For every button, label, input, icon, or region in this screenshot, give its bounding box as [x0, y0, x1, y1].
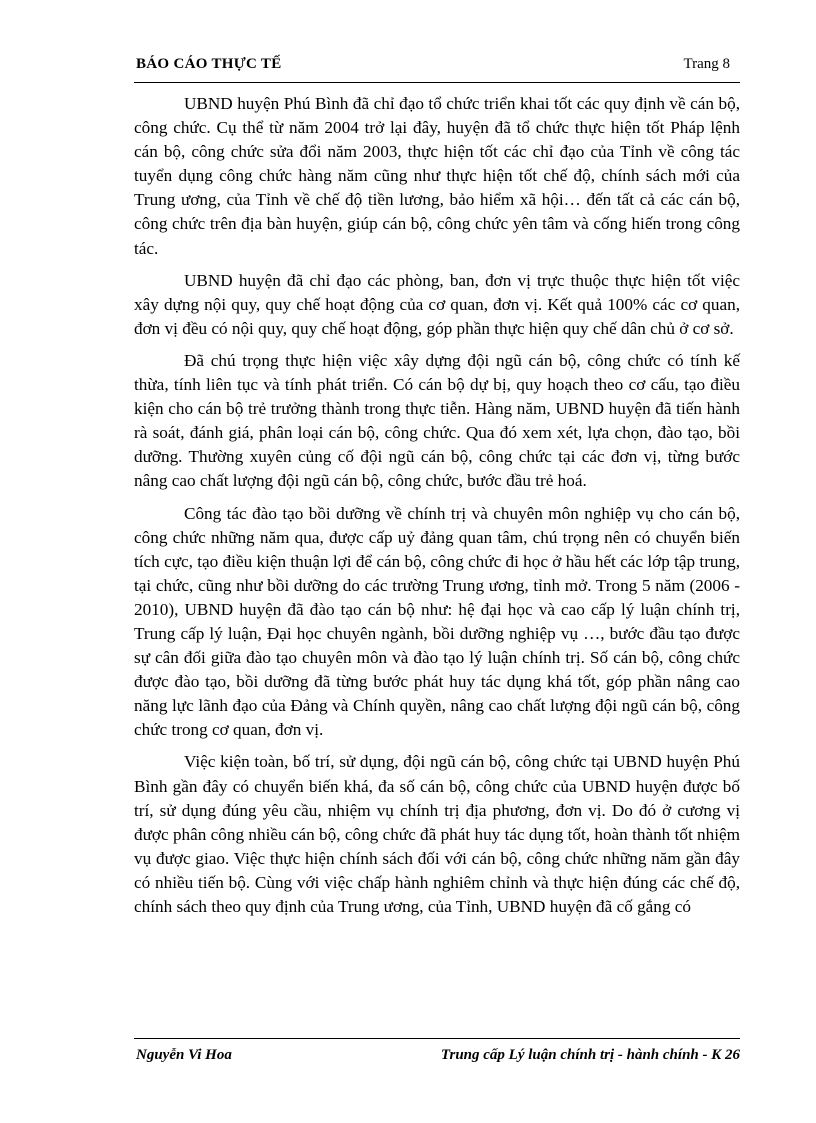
page-header	[136, 56, 730, 78]
page-footer	[136, 1047, 740, 1069]
paragraph-1: UBND huyện Phú Bình đã chỉ đạo tổ chức triển khai tốt các quy định về cán bộ, công chức. Cụ thể từ năm 2004 trở lại đây, huyện đã tổ chức thực hiện tốt Pháp lệnh cán bộ, công chức sửa đổi năm 2003, thực hiện tốt các chỉ đạo của Tỉnh về công tác tuyển dụng công chức hàng năm cũng như thực hiện tốt chế độ, chính sách mới của Trung ương, của Tỉnh về chế độ tiền lương, bảo hiểm xã hội… đến tất cả các cán bộ, công chức trên địa bàn huyện, giúp cán bộ, công chức yên tâm và cống hiến trong công tác.	[134, 94, 740, 258]
paragraph-3: Đã chú trọng thực hiện việc xây dựng đội ngũ cán bộ, công chức có tính kế thừa, tính liên tục và tính phát triển. Có cán bộ dự bị, quy hoạch theo cơ cấu, tạo điều kiện cho cán bộ trẻ trưởng thành trong thực tiễn. Hàng năm, UBND huyện đã tiến hành rà soát, đánh giá, phân loại cán bộ, công chức. Qua đó xem xét, lựa chọn, đào tạo, bồi dưỡng. Thường xuyên củng cố đội ngũ cán bộ, công chức tại các đơn vị, từng bước nâng cao chất lượng đội ngũ cán bộ, công chức, bước đầu trẻ hoá.	[134, 350, 740, 491]
page-number: Trang 8	[683, 56, 730, 72]
paragraph-2: UBND huyện đã chỉ đạo các phòng, ban, đơn vị trực thuộc thực hiện tốt việc xây dựng nội quy, quy chế hoạt động của cơ quan, đơn vị. Kết quả 100% các cơ quan, đơn vị đều có nội quy, quy chế hoạt động, góp phần thực hiện quy chế dân chủ ở cơ sở.	[134, 270, 740, 338]
footer-author: Nguyễn Vi Hoa	[136, 1047, 232, 1063]
footer-divider	[134, 1038, 740, 1039]
paragraph-5: Việc kiện toàn, bố trí, sử dụng, đội ngũ cán bộ, công chức tại UBND huyện Phú Bình gần đây có chuyển biến khá, đa số cán bộ, công chức của UBND huyện được bố trí, sử dụng đúng yêu cầu, nhiệm vụ chính trị địa phương, đơn vị. Do đó ở cương vị được phân công nhiều cán bộ, công chức đã phát huy tác dụng tốt, hoàn thành tốt nhiệm vụ được giao. Việc thực hiện chính sách đối với cán bộ, công chức những năm gần đây có nhiều tiến bộ. Cùng với việc chấp hành nghiêm chỉnh và thực hiện đúng các chế độ, chính sách theo quy định của Trung ương, của Tỉnh, UBND huyện đã cố gắng có	[134, 752, 740, 916]
document-body	[134, 92, 740, 927]
report-title: BÁO CÁO THỰC TẾ	[136, 56, 282, 72]
header-divider	[134, 82, 740, 83]
footer-course: Trung cấp Lý luận chính trị - hành chính - K 26	[440, 1047, 740, 1063]
paragraph-4: Công tác đào tạo bồi dưỡng về chính trị và chuyên môn nghiệp vụ cho cán bộ, công chức những năm qua, được cấp uỷ đảng quan tâm, chú trọng nên có chuyển biến tích cực, tạo điều kiện thuận lợi để cán bộ, công chức đi học ở hầu hết các lớp tập trung, tại chức, cũng như bồi dưỡng do các trường Trung ương, tỉnh mở. Trong 5 năm (2006 - 2010), UBND huyện đã đào tạo cán bộ như: hệ đại học và cao cấp lý luận chính trị, Trung cấp lý luận, Đại học chuyên ngành, bồi dưỡng nghiệp vụ …, bước đầu tạo được sự cân đối giữa đào tạo chuyên môn và đào tạo lý luận chính trị. Số cán bộ, công chức được đào tạo, bồi dưỡng đã từng bước phát huy tác dụng khá tốt, góp phần nâng cao năng lực lãnh đạo của Đảng và Chính quyền, nâng cao chất lượng đội ngũ cán bộ, công chức trong cơ quan, đơn vị.	[134, 503, 740, 740]
